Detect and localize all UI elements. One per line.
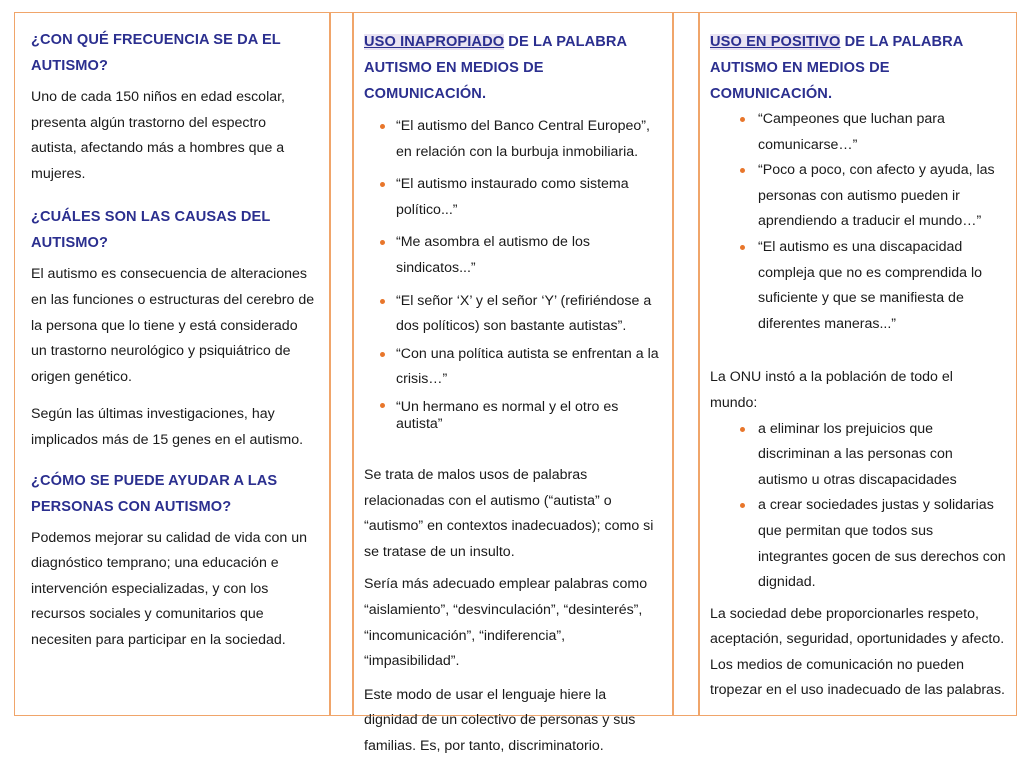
list-item: “Poco a poco, con afecto y ayuda, las personas con autismo pueden ir aprendiendo a traducir el mundo…” — [710, 158, 1006, 235]
panel-positive-use — [699, 12, 1017, 716]
text-causes: El autismo es consecuencia de alteraciones en las funciones o estructuras del cerebro de la persona que lo tiene y está considerado un trastorno neurológico y psiquiátrico de origen genético. — [31, 266, 315, 385]
text-genes: Según las últimas investigaciones, hay implicados más de 15 genes en el autismo. — [31, 406, 304, 448]
heading-causes: ¿CUÁLES SON LAS CAUSAS DEL AUTISMO? — [31, 209, 271, 252]
panel-gap-right — [673, 12, 699, 716]
panel-inappropriate-use — [353, 12, 673, 754]
list-item: “El autismo del Banco Central Europeo”, en relación con la burbuja inmobiliaria. — [364, 114, 662, 165]
inappropriate-examples-list — [364, 114, 662, 433]
bullet-icon — [380, 352, 385, 357]
bullet-icon — [740, 245, 745, 250]
list-item: a eliminar los prejuicios que discriminan a las personas con autismo u otras discapacidades — [710, 417, 1006, 494]
list-item: “Campeones que luchan para comunicarse…” — [710, 107, 1006, 158]
text-misuse: Se trata de malos usos de palabras relacionadas con el autismo (“autista” o “autismo” en contextos inadecuados); como si se tratase de un insulto. — [364, 466, 654, 560]
panel-frequency-causes — [14, 12, 330, 716]
heading-positive — [710, 29, 1006, 107]
bullet-icon — [380, 403, 385, 408]
text-society: La sociedad debe proporcionarles respeto, aceptación, seguridad, oportunidades y afecto. — [710, 605, 1005, 648]
list-item: “Me asombra el autismo de los sindicatos...” — [364, 230, 662, 281]
onu-goals-list — [710, 417, 1006, 596]
text-frequency: Uno de cada 150 niños en edad escolar, presenta algún trastorno del espectro autista, afectando más a hombres que a mujeres. — [31, 89, 285, 182]
bullet-icon — [740, 503, 745, 508]
bullet-icon — [740, 427, 745, 432]
panel-gap-left — [330, 12, 353, 716]
list-item: “El autismo instaurado como sistema político...” — [364, 172, 662, 223]
text-help: Podemos mejorar su calidad de vida con un diagnóstico temprano; una educación e intervención especializadas, y con los recursos sociales y comunitarios que necesiten para participar en la sociedad. — [31, 529, 308, 648]
bullet-icon — [380, 240, 385, 245]
positive-examples-list — [710, 107, 1006, 337]
text-onu-intro: La ONU instó a la población de todo el mundo: — [710, 369, 953, 411]
list-item: a crear sociedades justas y solidarias que permitan que todos sus integrantes gocen de sus derechos con dignidad. — [710, 493, 1006, 595]
heading-frequency: ¿CON QUÉ FRECUENCIA SE DA EL AUTISMO? — [31, 32, 281, 74]
bullet-icon — [380, 299, 385, 304]
heading-inappropriate-underlined: USO INAPROPIADO — [364, 34, 505, 50]
text-alternatives: Sería más adecuado emplear palabras como “aislamiento”, “desvinculación”, “desinterés”, “incomunicación”, “indiferencia”, “impasibilidad”. — [364, 576, 648, 670]
list-item: “El autismo es una discapacidad compleja que no es comprendida lo suficiente y que se manifiesta de diferentes maneras...” — [710, 235, 1006, 337]
list-item: “Un hermano es normal y el otro es autista” — [364, 395, 662, 433]
bullet-icon — [380, 182, 385, 187]
text-media: Los medios de comunicación no pueden tropezar en el uso inadecuado de las palabras. — [710, 656, 1005, 699]
list-item: “El señor ‘X’ y el señor ‘Y’ (refiriéndose a dos políticos) son bastante autistas”. — [364, 289, 662, 340]
list-item: “Con una política autista se enfrentan a la crisis…” — [364, 342, 662, 393]
heading-positive-rest: DE LA PALABRA AUTISMO EN MEDIOS DE COMUNICACIÓN. — [710, 34, 963, 102]
bullet-icon — [380, 124, 385, 129]
bullet-icon — [740, 168, 745, 173]
heading-inappropriate-rest: DE LA PALABRA AUTISMO EN MEDIOS DE COMUNICACIÓN. — [364, 34, 627, 102]
text-dignity: Este modo de usar el lenguaje hiere la dignidad de un colectivo de personas y sus familias. Es, por tanto, discriminatorio. — [364, 686, 636, 754]
heading-inappropriate — [364, 29, 662, 107]
heading-help: ¿CÓMO SE PUEDE AYUDAR A LAS PERSONAS CON AUTISMO? — [31, 472, 278, 515]
heading-positive-underlined: USO EN POSITIVO — [710, 34, 841, 50]
bullet-icon — [740, 117, 745, 122]
